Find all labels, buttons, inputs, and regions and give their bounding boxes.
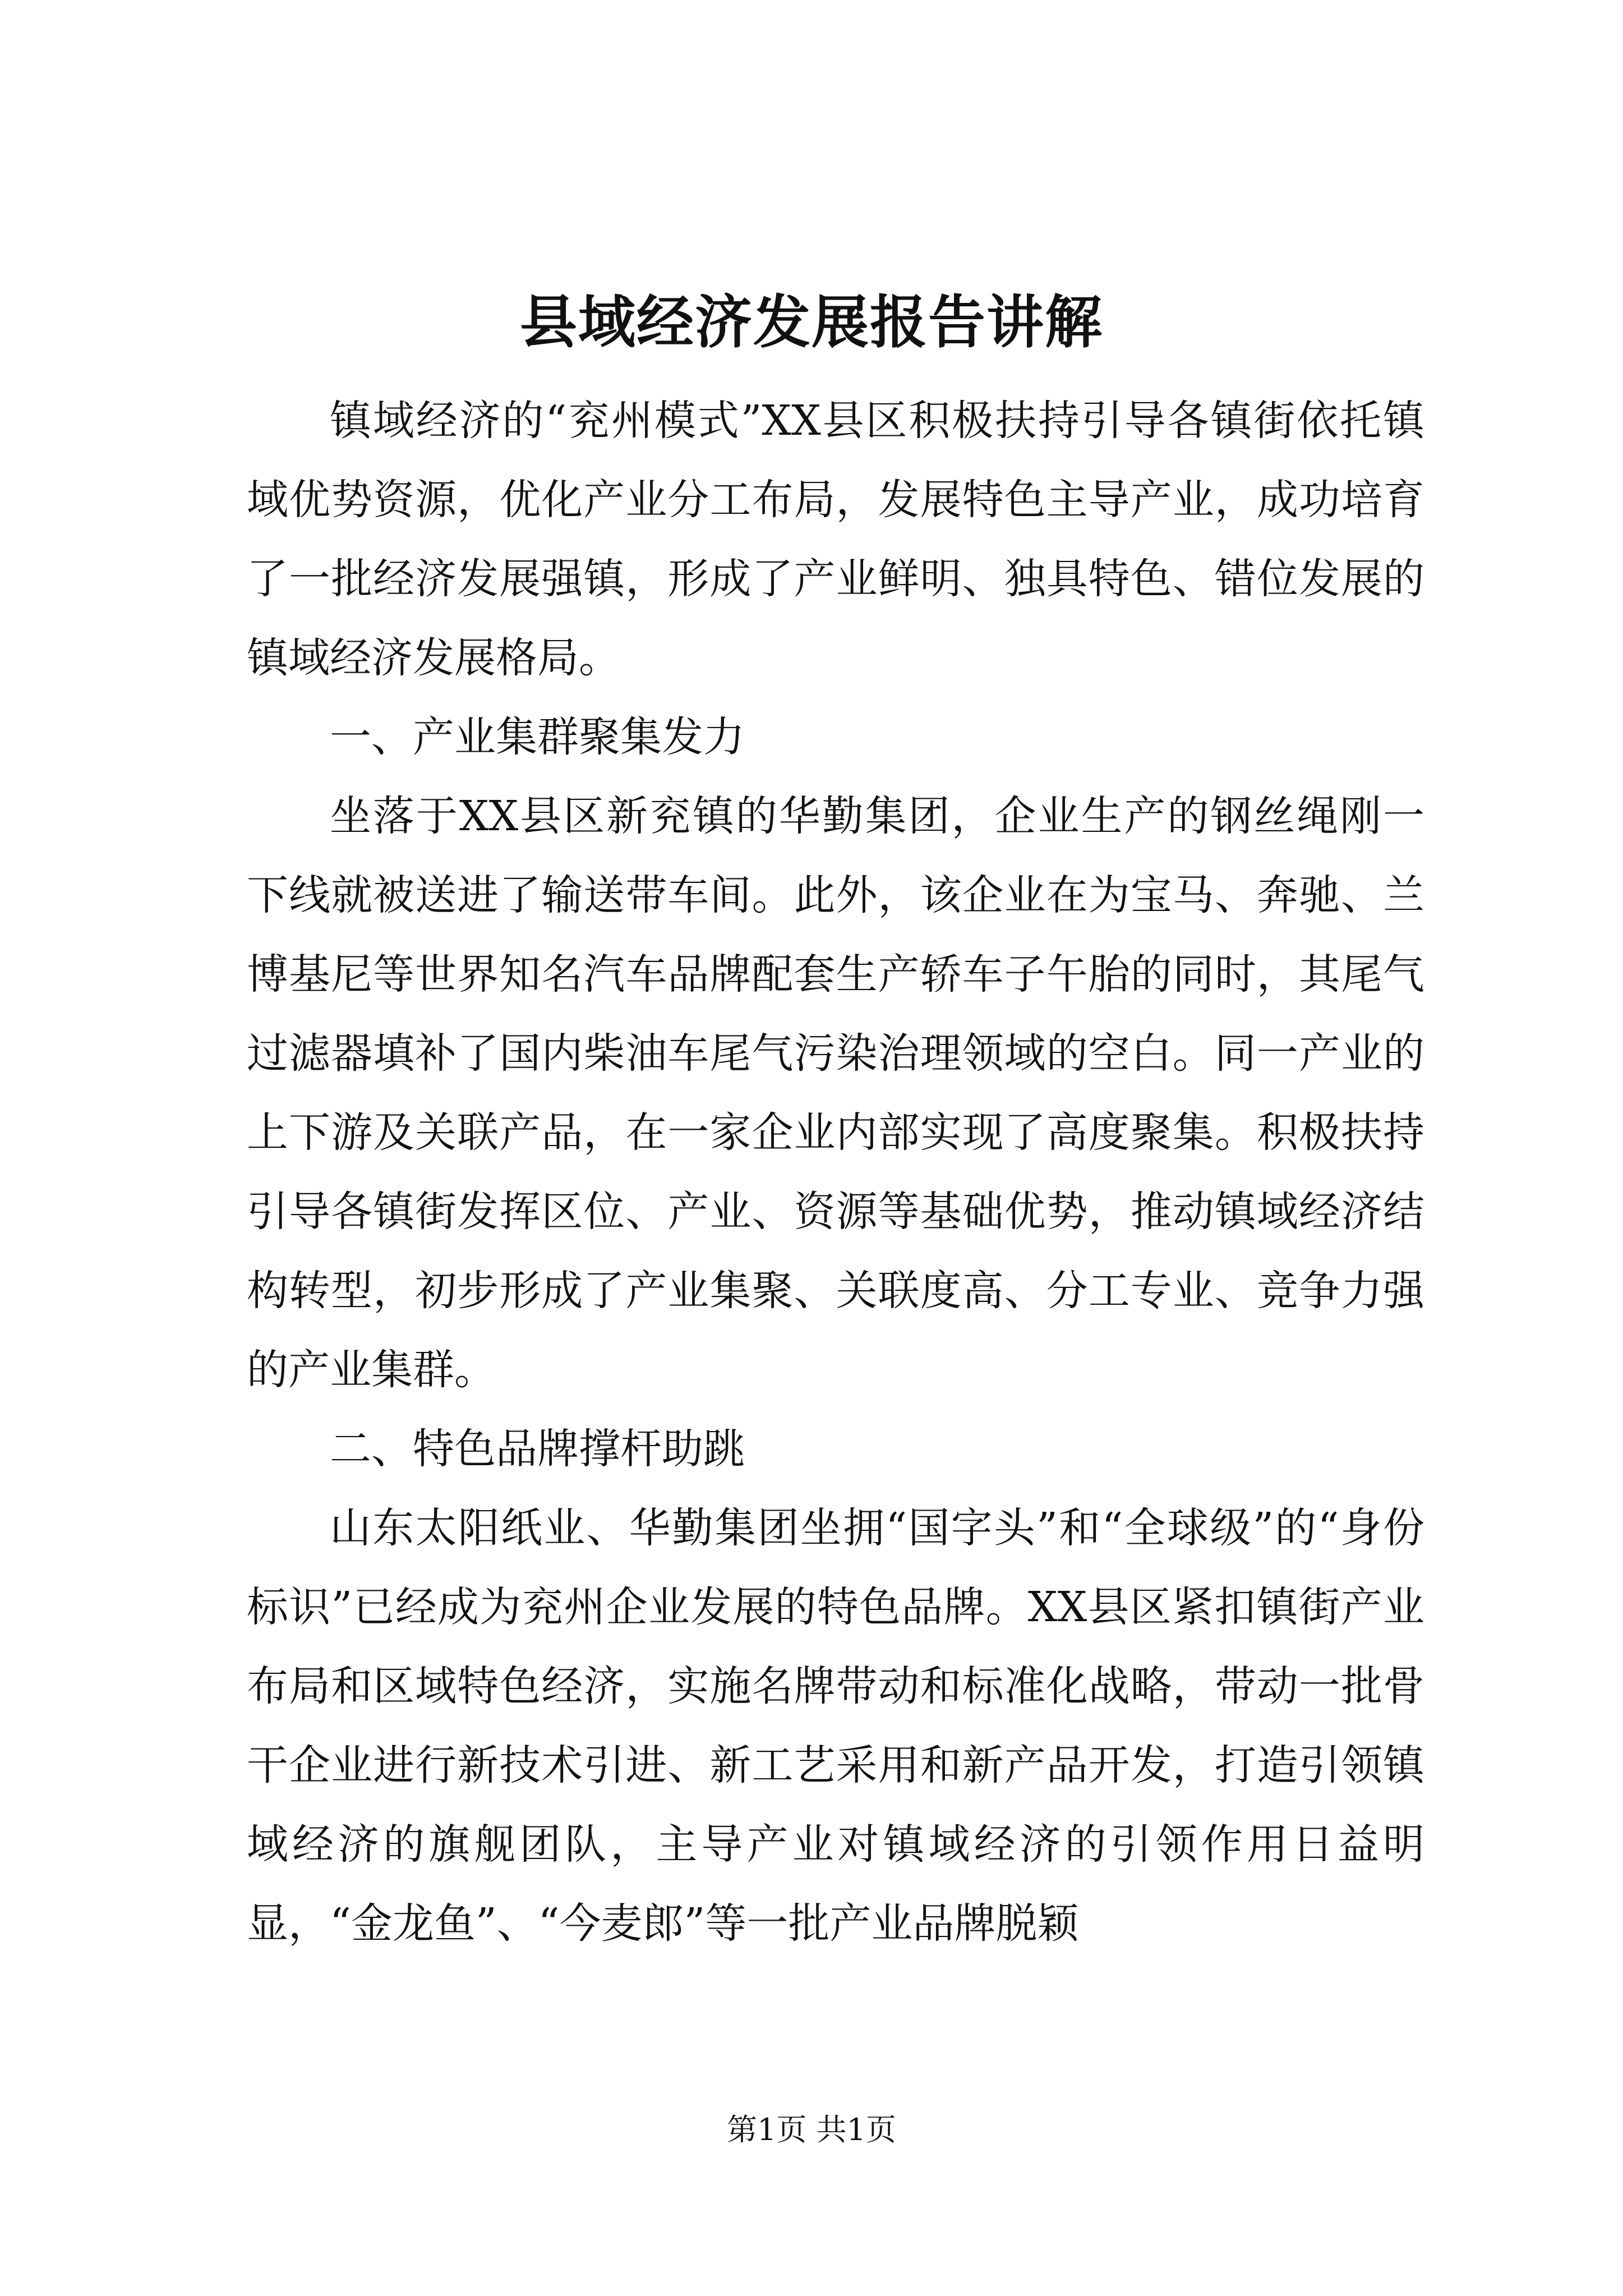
document-body	[247, 381, 1424, 1963]
paragraph-section-1: 坐落于XX县区新兖镇的华勤集团，企业生产的钢丝绳刚一下线就被送进了输送带车间。此外，该企业在为宝马、奔驰、兰博基尼等世界知名汽车品牌配套生产轿车子午胎的同时，其尾气过滤器填补了国内柴油车尾气污染治理领域的空白。同一产业的上下游及关联产品，在一家企业内部实现了高度聚集。积极扶持引导各镇街发挥区位、产业、资源等基础优势，推动镇域经济结构转型，初步形成了产业集聚、关联度高、分工专业、竞争力强的产业集群。	[247, 792, 1424, 1394]
page-number-footer: 第1页 共1页	[727, 2112, 896, 2147]
section-heading-1: 一、产业集群聚集发力	[330, 713, 745, 761]
paragraph-section-2: 山东太阳纸业、华勤集团坐拥“国字头”和“全球级”的“身份标识”已经成为兖州企业发展的特色品牌。XX县区紧扣镇街产业布局和区域特色经济，实施名牌带动和标准化战略，带动一批骨干企业进行新技术引进、新工艺采用和新产品开发，打造引领镇域经济的旗舰团队，主导产业对镇域经济的引领作用日益明显，“金龙鱼”、“今麦郎”等一批产业品牌脱颖	[247, 1504, 1424, 1948]
document-title: 县域经济发展报告讲解	[520, 289, 1103, 356]
paragraph-intro: 镇域经济的“兖州模式”XX县区积极扶持引导各镇街依托镇域优势资源，优化产业分工布局，发展特色主导产业，成功培育了一批经济发展强镇，形成了产业鲜明、独具特色、错位发展的镇域经济发展格局。	[247, 397, 1424, 682]
section-heading-2: 二、特色品牌撑杆助跳	[330, 1425, 745, 1473]
